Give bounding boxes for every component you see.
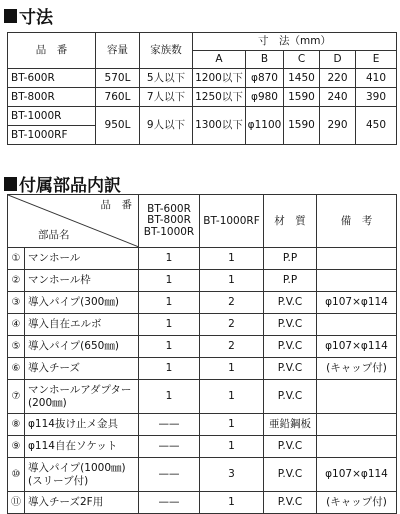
model-cell: BT-1000RF: [8, 126, 96, 145]
header-model-partname-cell: [8, 195, 139, 248]
qty-rf: 1: [200, 436, 264, 458]
material: P.V.C: [264, 380, 317, 414]
dim-c-cell: 1450: [284, 69, 320, 88]
row-number: ②: [8, 270, 25, 292]
square-bullet-icon: [4, 177, 17, 191]
table-row: [8, 492, 397, 514]
dim-d-cell: 240: [320, 88, 356, 107]
dim-a-cell: 1250以下: [193, 88, 246, 107]
part-name: φ114抜け止メ金具: [25, 414, 139, 436]
table-row: [8, 436, 397, 458]
qty-rf: 2: [200, 292, 264, 314]
dimensions-table: [7, 32, 397, 145]
note: [317, 414, 397, 436]
col-header-family: 家族数: [140, 33, 193, 69]
qty-standard: 1: [139, 270, 200, 292]
qty-standard: 1: [139, 292, 200, 314]
note: [317, 248, 397, 270]
capacity-cell: 570L: [96, 69, 140, 88]
material: P.P: [264, 270, 317, 292]
part-name-line1: マンホールアダプター: [28, 384, 132, 397]
table-row: [8, 380, 397, 414]
table-row: [8, 336, 397, 358]
qty-rf: 3: [200, 458, 264, 492]
qty-rf: 1: [200, 492, 264, 514]
dim-b-cell: φ980: [246, 88, 284, 107]
qty-rf: 2: [200, 314, 264, 336]
material: P.P: [264, 248, 317, 270]
row-number: ⑧: [8, 414, 25, 436]
material: P.V.C: [264, 336, 317, 358]
dim-e-cell: 450: [356, 107, 397, 145]
qty-standard: 1: [139, 358, 200, 380]
table-row: [8, 248, 397, 270]
part-name: [25, 380, 139, 414]
qty-rf: 1: [200, 358, 264, 380]
part-name: φ114自在ソケット: [25, 436, 139, 458]
material: P.V.C: [264, 292, 317, 314]
row-number: ③: [8, 292, 25, 314]
dim-e-cell: 390: [356, 88, 397, 107]
qty-rf: 2: [200, 336, 264, 358]
table-row: [8, 358, 397, 380]
dim-b-cell: φ870: [246, 69, 284, 88]
material: P.V.C: [264, 436, 317, 458]
dim-d-cell: 290: [320, 107, 356, 145]
table-row: [8, 314, 397, 336]
square-bullet-icon: [4, 9, 17, 23]
qty-standard: ——: [139, 414, 200, 436]
header-note: 備 考: [317, 195, 397, 248]
qty-standard: 1: [139, 336, 200, 358]
material: P.V.C: [264, 492, 317, 514]
table-row: [8, 458, 397, 492]
material: P.V.C: [264, 358, 317, 380]
material: P.V.C: [264, 314, 317, 336]
table-row: [8, 270, 397, 292]
part-name: 導入パイプ(650㎜): [25, 336, 139, 358]
header-model-1000: BT-1000R: [143, 225, 195, 238]
part-name-line2: (200㎜): [28, 396, 67, 409]
qty-standard: ——: [139, 436, 200, 458]
col-header-capacity: 容量: [96, 33, 140, 69]
qty-standard: 1: [139, 314, 200, 336]
col-header-a: A: [193, 51, 246, 69]
part-name: [25, 458, 139, 492]
model-cell: BT-600R: [8, 69, 96, 88]
qty-standard: ——: [139, 492, 200, 514]
col-header-e: E: [356, 51, 397, 69]
part-name: 導入自在エルボ: [25, 314, 139, 336]
part-name: 導入チーズ: [25, 358, 139, 380]
note: [317, 314, 397, 336]
part-name-line2: (スリーブ付): [28, 474, 89, 487]
capacity-cell: 950L: [96, 107, 140, 145]
row-number: ⑪: [8, 492, 25, 514]
capacity-cell: 760L: [96, 88, 140, 107]
qty-rf: 1: [200, 380, 264, 414]
header-model-600: BT-600R: [147, 202, 191, 215]
family-cell: 7人以下: [140, 88, 193, 107]
col-header-c: C: [284, 51, 320, 69]
table-row: [8, 88, 397, 107]
dim-c-cell: 1590: [284, 88, 320, 107]
note: (キャップ付): [317, 492, 397, 514]
table-row: [8, 69, 397, 88]
dim-a-cell: 1200以下: [193, 69, 246, 88]
col-header-model: 品 番: [8, 33, 96, 69]
model-cell: BT-800R: [8, 88, 96, 107]
table-row: [8, 107, 397, 126]
qty-standard: 1: [139, 380, 200, 414]
row-number: ④: [8, 314, 25, 336]
note: φ107×φ114: [317, 336, 397, 358]
part-name-line1: 導入パイプ(1000㎜): [28, 462, 126, 475]
dimensions-title-text: 寸法: [19, 8, 53, 28]
accessories-table: [7, 194, 397, 514]
qty-rf: 1: [200, 414, 264, 436]
dim-d-cell: 220: [320, 69, 356, 88]
material: 亜鉛鋼板: [264, 414, 317, 436]
header-model: 品 番: [100, 199, 132, 211]
qty-standard: 1: [139, 248, 200, 270]
header-part-name: 部品名: [38, 228, 70, 241]
material: P.V.C: [264, 458, 317, 492]
note: [317, 270, 397, 292]
model-cell: BT-1000R: [8, 107, 96, 126]
qty-rf: 1: [200, 248, 264, 270]
dimensions-section-title: [4, 3, 53, 28]
row-number: ⑩: [8, 458, 25, 492]
family-cell: 9人以下: [140, 107, 193, 145]
part-name: マンホール: [25, 248, 139, 270]
col-header-d: D: [320, 51, 356, 69]
header-rf: BT-1000RF: [200, 195, 264, 248]
row-number: ①: [8, 248, 25, 270]
table-row: [8, 292, 397, 314]
accessories-section-title: [4, 171, 121, 196]
family-cell: 5人以下: [140, 69, 193, 88]
part-name: 導入チーズ2F用: [25, 492, 139, 514]
row-number: ⑦: [8, 380, 25, 414]
row-number: ⑨: [8, 436, 25, 458]
header-material: 材 質: [264, 195, 317, 248]
note: [317, 380, 397, 414]
note: φ107×φ114: [317, 292, 397, 314]
note: (キャップ付): [317, 358, 397, 380]
col-header-b: B: [246, 51, 284, 69]
header-models-cell: [139, 195, 200, 248]
dim-c-cell: 1590: [284, 107, 320, 145]
note: [317, 436, 397, 458]
row-number: ⑥: [8, 358, 25, 380]
dim-a-cell: 1300以下: [193, 107, 246, 145]
accessories-title-text: 付属部品内訳: [19, 176, 121, 196]
dim-e-cell: 410: [356, 69, 397, 88]
note: φ107×φ114: [317, 458, 397, 492]
part-name: 導入パイプ(300㎜): [25, 292, 139, 314]
row-number: ⑤: [8, 336, 25, 358]
qty-standard: ——: [139, 458, 200, 492]
qty-rf: 1: [200, 270, 264, 292]
table-row: [8, 414, 397, 436]
col-header-dimensions: 寸 法（mm）: [193, 33, 397, 51]
header-model-800: BT-800R: [147, 214, 191, 227]
part-name: マンホール枠: [25, 270, 139, 292]
dim-b-cell: φ1100: [246, 107, 284, 145]
